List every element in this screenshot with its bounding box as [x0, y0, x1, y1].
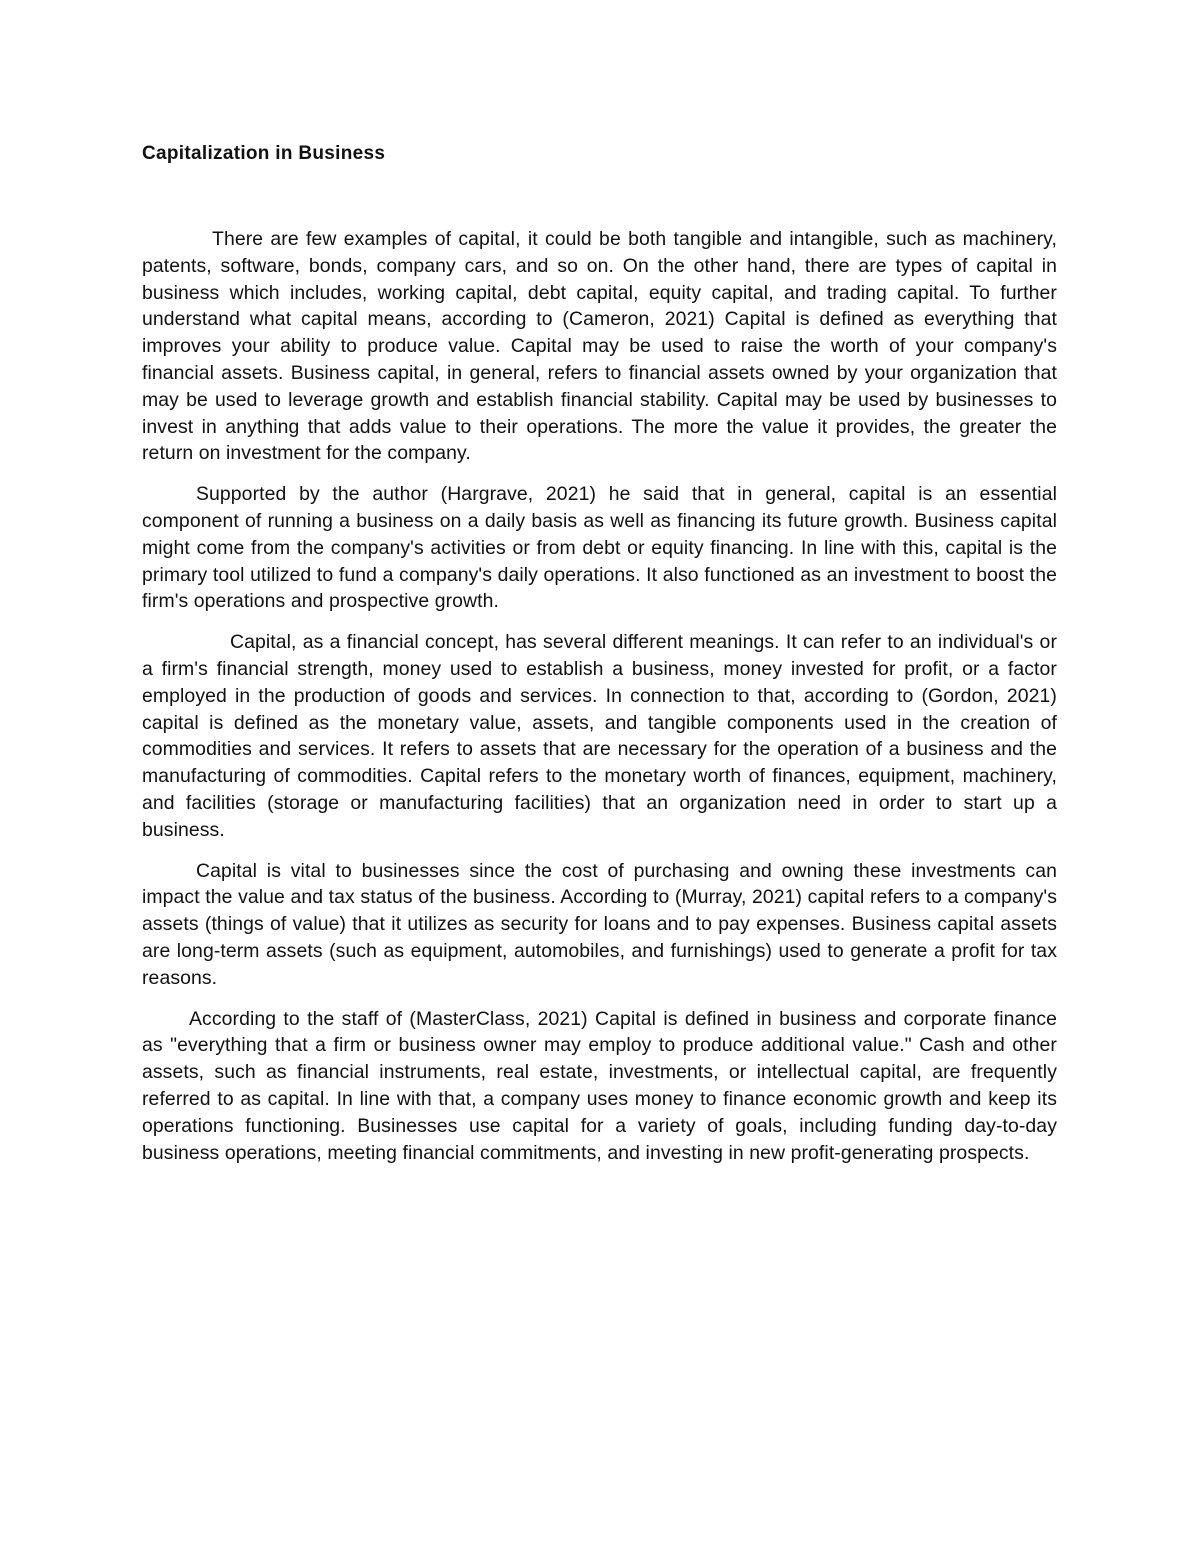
paragraph-3: Capital, as a financial concept, has several different meanings. It can refer to an individual's or a firm's financial strength, money used to establish a business, money invested for profit, or a factor employed in the production of goods and services. In connection to that, according to (Gordon, 2021) capital is defined as the monetary value, assets, and tangible components used in the creation of commodities and services. It refers to assets that are necessary for the operation of a business and the manufacturing of commodities. Capital refers to the monetary worth of finances, equipment, machinery, and facilities (storage or manufacturing facilities) that an organization need in order to start up a business.: [142, 631, 1057, 841]
paragraph-4: Capital is vital to businesses since the cost of purchasing and owning these investments can impact the value and tax status of the business. According to (Murray, 2021) capital refers to a company's assets (things of value) that it utilizes as security for loans and to pay expenses. Business capital assets are long-term assets (such as equipment, automobiles, and furnishings) used to generate a profit for tax reasons.: [142, 859, 1057, 989]
document-body: [142, 140, 1057, 1166]
paragraph-5: According to the staff of (MasterClass, 2021) Capital is defined in business and corporate finance as "everything that a firm or business owner may employ to produce additional value." Cash and other assets, such as financial instruments, real estate, investments, or intellectual capital, are frequently referred to as capital. In line with that, a company uses money to finance economic growth and keep its operations functioning. Businesses use capital for a variety of goals, including funding day-to-day business operations, meeting financial commitments, and investing in new profit-generating prospects.: [142, 1007, 1057, 1164]
paragraph-2: Supported by the author (Hargrave, 2021) he said that in general, capital is an essential component of running a business on a daily basis as well as financing its future growth. Business capital might come from the company's activities or from debt or equity financing. In line with this, capital is the primary tool utilized to fund a company's daily operations. It also functioned as an investment to boost the firm's operations and prospective growth.: [142, 483, 1057, 613]
paragraph-1: There are few examples of capital, it could be both tangible and intangible, such as machinery, patents, software, bonds, company cars, and so on. On the other hand, there are types of capital in business which includes, working capital, debt capital, equity capital, and trading capital. To further understand what capital means, according to (Cameron, 2021) Capital is defined as everything that improves your ability to produce value. Capital may be used to raise the worth of your company's financial assets. Business capital, in general, refers to financial assets owned by your organization that may be used to leverage growth and establish financial stability. Capital may be used by businesses to invest in anything that adds value to their operations. The more the value it provides, the greater the return on investment for the company.: [142, 228, 1057, 465]
document-title: Capitalization in Business: [142, 143, 386, 164]
